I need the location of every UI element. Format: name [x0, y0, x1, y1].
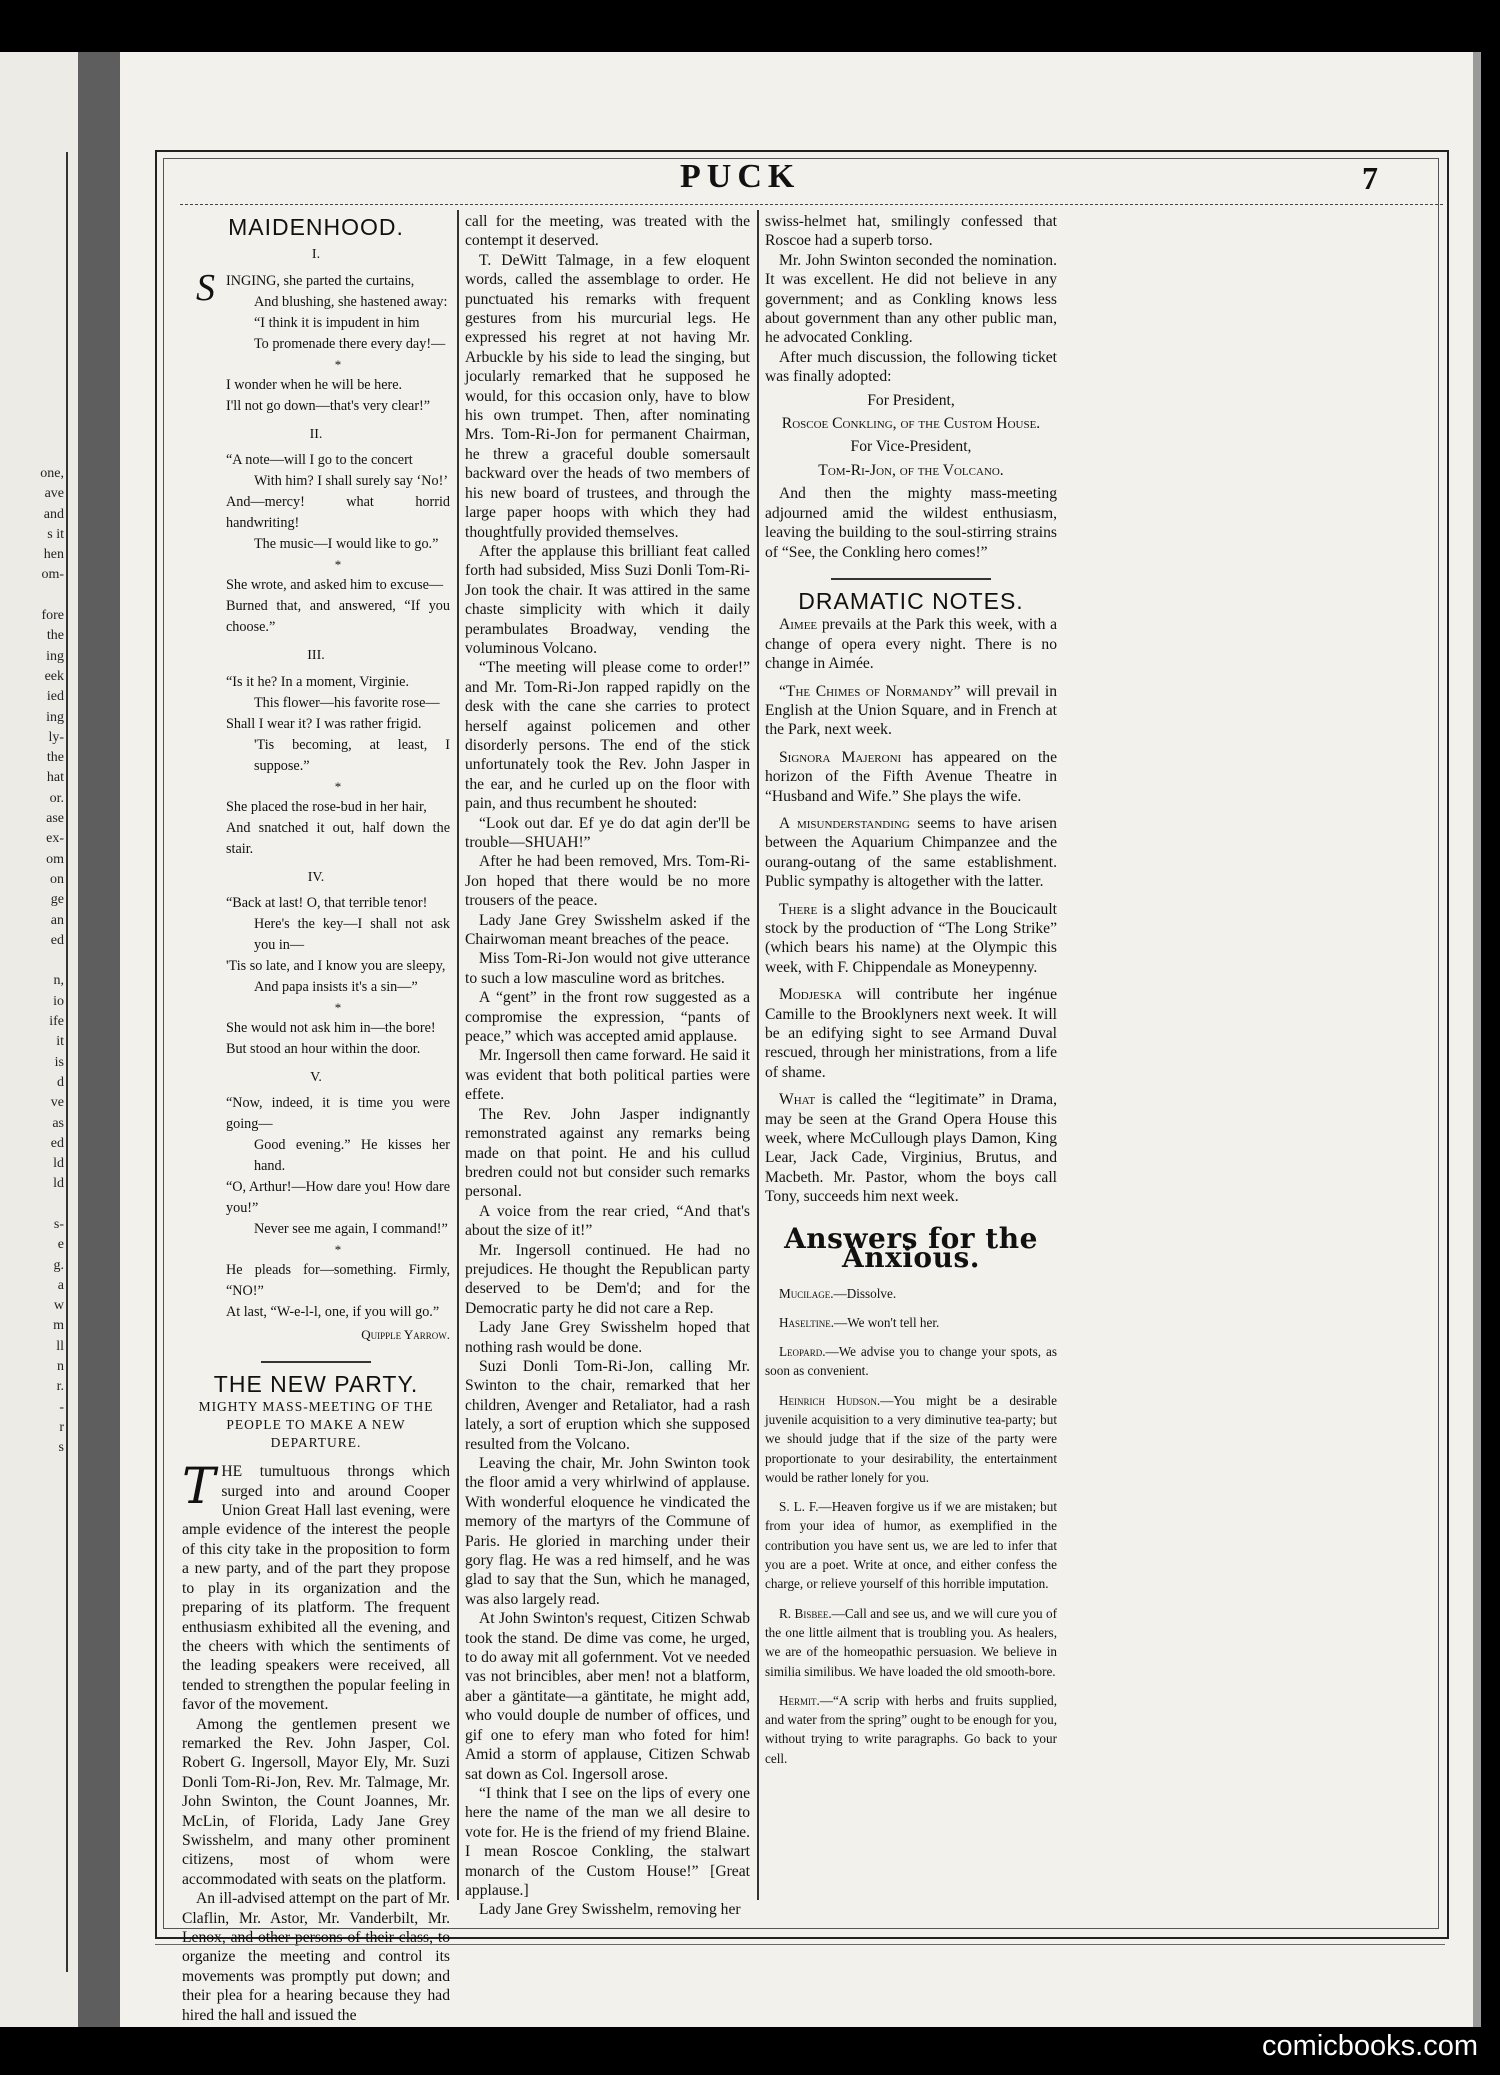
left-page-fragment: w	[53, 1298, 64, 1314]
poem-line	[226, 334, 450, 355]
poem-line-text: INGING, she parted the curtains,	[226, 272, 415, 289]
paragraph: After much discussion, the following ticket was finally adopted:	[765, 348, 1057, 386]
left-page-fragment: ll	[56, 1338, 64, 1354]
left-page-fragment: ing	[46, 709, 64, 725]
paragraph: Mr. John Swinton seconded the nomination. It was excellent. He did not believe in any government; and as Conkling knows less about government than any other public man, he advocated Conkling.	[765, 251, 1057, 347]
answers-for-the-anxious	[765, 1284, 1057, 1769]
poem-line-text: Burned that, and answered, “If you choose.”	[226, 598, 450, 636]
paragraph: “I think that I see on the lips of every one here the name of the man we all desire to vote for. He is the friend of my friend Blaine. I mean Roscoe Conkling, the stalwart monarch of the Custom House!” [Great applause.]	[465, 1784, 750, 1899]
left-page-fragment: ed	[50, 932, 64, 948]
binding-gutter	[78, 52, 120, 2027]
left-page-fragment: ife	[49, 1014, 64, 1030]
left-page-fragment: ly-	[48, 729, 64, 745]
poem-line	[226, 797, 450, 818]
answer-text: —You might be a desirable juvenile acquisition to a very diminutive tea-party; but we should judge that if the size of the party were proportionate to your desirability, the entertainment would be rather lonely for you.	[765, 1392, 1057, 1485]
newspaper-page	[120, 52, 1473, 2027]
poem-line	[226, 1177, 450, 1219]
footer-rule	[155, 1944, 1445, 1945]
note-text: will prevail in English at the Union Square, and in French at the Park, next week.	[765, 682, 1057, 739]
left-page-fragment: -	[59, 1399, 64, 1415]
new-party-subtitle: MIGHTY MASS-MEETING OF THE PEOPLE TO MAKE A NEW DEPARTURE.	[198, 1399, 434, 1451]
note-lead: Aimee	[779, 616, 818, 634]
ticket-line: Roscoe Conkling, of the Custom House.	[781, 415, 1041, 433]
new-party-title: THE NEW PARTY.	[213, 1370, 419, 1397]
left-page-fragment: r.	[56, 1379, 64, 1395]
left-page-fragment: s-	[53, 1216, 64, 1232]
new-party-column-3	[765, 212, 1057, 562]
answer-item	[765, 1342, 1057, 1381]
stanza-number: V.	[310, 1070, 322, 1086]
right-page-edge	[1473, 52, 1481, 2027]
note-text: prevails at the Park this week, with a change of opera every night. There is no change in Aimée.	[765, 616, 1057, 673]
maidenhood-title: MAIDENHOOD.	[228, 214, 404, 240]
asterisk-separator: *	[334, 1242, 342, 1258]
drop-cap: S	[196, 266, 215, 309]
poem-line	[226, 450, 450, 471]
poem-line	[226, 893, 450, 914]
poem-line	[226, 292, 450, 313]
poem-line-text: “Back at last! O, that terrible tenor!	[226, 895, 428, 912]
note-lead: Signora Majeroni	[779, 748, 902, 766]
stanza-number: III.	[307, 648, 325, 664]
poem-line	[226, 1219, 450, 1240]
poem-line	[226, 1018, 450, 1039]
answer-text: —“A scrip with herbs and fruits supplied, and water from the spring” ought to be enough for you, without trying to write paragraphs. Go back to your cell.	[765, 1692, 1057, 1766]
poem-line	[226, 492, 450, 534]
left-page-border	[66, 152, 78, 1972]
left-page-fragment: ge	[50, 892, 64, 908]
poem-line	[226, 1302, 450, 1323]
dramatic-note	[765, 748, 1057, 806]
poem-line	[226, 1093, 450, 1135]
paragraph: T. DeWitt Talmage, in a few eloquent words, called the assemblage to order. He punctuated his remarks with frequent gestures from his murcurial legs. He expressed his regret at not having Mr. Arbuckle by his side to lead the singing, but jocularly remarked that he supposed he would, for this occasion only, have to blow his own trumpet. Then, after nominating Mrs. Tom-Ri-Jon for permanent Chairman, he threw a graceful double somersault backward over the heads of two members of his new board of trustees, and through the large paper hoops with which they had thoughtfully provided themselves.	[465, 251, 750, 541]
answer-item	[765, 1391, 1057, 1487]
poem-line	[226, 714, 450, 735]
poem-line-text: She wrote, and asked him to excuse—	[226, 577, 444, 594]
answer-item	[765, 1284, 1057, 1303]
left-page-fragment: the	[46, 628, 64, 644]
poem-line-text: And snatched it out, half down the stair.	[226, 819, 450, 857]
left-page-fragment: one,	[40, 466, 64, 481]
paragraph: And then the mighty mass-meeting adjourned amid the wildest enthusiasm, leaving the building to the soul-stirring strains of “See, the Conkling hero comes!”	[765, 485, 1057, 561]
paragraph: call for the meeting, was treated with the contempt it deserved.	[465, 213, 750, 250]
poem-line-text: And papa insists it's a sin—”	[254, 979, 418, 996]
left-page-fragment: ied	[46, 689, 64, 705]
poem-line-text: And blushing, she hastened away:	[254, 293, 448, 310]
note-lead: Modjeska	[779, 986, 842, 1004]
header-rule	[180, 204, 1443, 205]
stanza	[196, 266, 450, 417]
poem-line	[226, 735, 450, 777]
poem-line-text: “Is it he? In a moment, Virginie.	[226, 673, 410, 690]
paragraph: Lady Jane Grey Swisshelm, removing her	[479, 1901, 741, 1919]
left-page-fragment: ase	[46, 811, 64, 827]
paragraph: swiss-helmet hat, smilingly confessed that Roscoe had a superb torso.	[765, 213, 1057, 250]
stanza-number: IV.	[307, 869, 325, 885]
left-page-fragment: it	[56, 1034, 64, 1050]
paragraph-text: Among the gentlemen present we remarked the Rev. John Jasper, Col. Robert G. Ingersoll, Mayor Ely, Mr. Suzi Donli Tom-Ri-Jon, Rev. Mr. Talmage, Mr. John Swinton, the Count Joannes, Mr. McLin, of Florida, Lady Jane Grey Swisshelm, and many other prominent citizens, most of whom were accommodated with seats on the platform.	[182, 1715, 450, 1888]
dramatic-notes	[765, 615, 1057, 1206]
poem-line-text: At last, “W-e-l-l, one, if you will go.”	[226, 1304, 440, 1321]
left-page-edge	[0, 52, 78, 2027]
answer-item	[765, 1313, 1057, 1332]
section-divider	[831, 578, 991, 580]
left-page-fragment: hat	[46, 770, 64, 786]
dramatic-note	[765, 1090, 1057, 1206]
note-lead: A misunderstanding	[779, 814, 910, 832]
drop-cap: T	[182, 1457, 216, 1516]
left-page-fragment: fore	[41, 608, 64, 624]
note-text: is a slight advance in the Boucicault stock by the production of “The Long Strike” (which bears his name) at the Olympic this week, with F. Chippendale as Moneypenny.	[765, 900, 1057, 976]
paragraph: The Rev. John Jasper indignantly remonstrated against any remarks being made on that point. He and his cullud bredren could not but consider such remarks personal.	[465, 1105, 750, 1201]
left-page-fragment: ave	[44, 486, 64, 502]
paragraph: After he had been removed, Mrs. Tom-Ri-Jon hoped that there would be no more trousers of the peace.	[465, 853, 750, 910]
left-page-fragment: an	[50, 912, 64, 928]
stanza-number: I.	[311, 247, 321, 263]
poem-line	[226, 693, 450, 714]
poem-line-text: The music—I would like to go.”	[254, 536, 439, 553]
poem-line	[226, 1039, 450, 1060]
dramatic-note	[765, 814, 1057, 892]
left-page-fragment: m	[53, 1318, 64, 1334]
paragraph	[182, 1457, 450, 1714]
answer-text: —We advise you to change your spots, as soon as convenient.	[765, 1344, 1057, 1379]
poem-line-text: To promenade there every day!—	[254, 335, 446, 352]
poem-line-text: Good evening.” He kisses her hand.	[254, 1137, 450, 1175]
column-1	[182, 212, 450, 2025]
column-3	[765, 212, 1057, 1778]
paragraph: “The meeting will please come to order!” and Mr. Tom-Ri-Jon rapped rapidly on the desk with the cane she carries to protect herself against policemen and other disorderly persons. The end of the stick unfortunately took the Rev. John Jasper in the ear, and he curled up on the floor with pain, and thus recumbent he shouted:	[465, 659, 750, 813]
left-page-fragment: e	[57, 1237, 64, 1253]
asterisk-separator: *	[334, 356, 342, 372]
paragraph: Lady Jane Grey Swisshelm asked if the Chairwoman meant breaches of the peace.	[465, 911, 750, 949]
left-page-fragment: ex-	[46, 831, 64, 847]
paragraph: “Look out dar. Ef ye do dat agin der'll be trouble—SHUAH!”	[465, 814, 750, 851]
answer-text: —Heaven forgive us if we are mistaken; but from your idea of humor, as exemplified in the contribution you have sent us, we are led to infer that you are a poet. Write at once, and either confess the charge, or relieve yourself of this horrible imputation.	[765, 1499, 1058, 1592]
dramatic-note	[765, 615, 1057, 673]
poem-line-text: And—mercy! what horrid handwriting!	[226, 494, 450, 532]
stanza-number: II.	[309, 426, 323, 442]
answer-lead: R. Bisbee.	[779, 1605, 832, 1621]
left-page-fragment: ed	[50, 1135, 64, 1151]
stanza	[226, 1093, 450, 1323]
left-page-fragment: d	[57, 1074, 64, 1090]
maidenhood-poem	[182, 245, 450, 1323]
paragraph	[182, 1715, 450, 1890]
poem-line-text: 'Tis becoming, at least, I suppose.”	[254, 736, 450, 774]
section-divider	[261, 1361, 371, 1363]
answer-text: —We won't tell her.	[834, 1314, 940, 1330]
left-page-fragment	[40, 951, 64, 971]
column-rule-1	[457, 210, 459, 1900]
dramatic-note	[765, 682, 1057, 740]
left-page-fragment	[40, 586, 64, 606]
left-page-fragment: eek	[44, 668, 64, 684]
poem-line-text: “Now, indeed, it is time you were going—	[226, 1095, 450, 1133]
left-page-fragment: n	[57, 1359, 64, 1375]
poem-line-text: Shall I wear it? I was rather frigid.	[226, 715, 422, 732]
left-page-fragment: ld	[53, 1156, 64, 1172]
new-party-column-2	[465, 212, 750, 1920]
paragraph: A voice from the rear cried, “And that's about the size of it!”	[465, 1202, 750, 1240]
answer-item	[765, 1691, 1057, 1768]
column-rule-2	[757, 210, 759, 1900]
left-page-fragment: s	[58, 1440, 64, 1456]
answer-item	[765, 1604, 1057, 1681]
ticket-line: For Vice-President,	[850, 438, 972, 456]
left-page-fragment: and	[43, 506, 64, 522]
poem-line-text: He pleads for—something. Firmly, “NO!”	[226, 1262, 450, 1300]
left-page-fragment: the	[46, 750, 64, 766]
paragraph	[182, 1889, 450, 2025]
left-page-fragment: s it	[47, 526, 64, 542]
answer-lead: S. L. F.	[779, 1499, 819, 1515]
answer-lead: Mucilage.	[779, 1285, 834, 1301]
paragraph: A “gent” in the front row suggested as a compromise the expression, “pants of peace,” which was accepted amid applause.	[465, 989, 750, 1046]
masthead: PUCK	[680, 158, 801, 195]
left-page-fragment: or.	[49, 790, 64, 806]
note-lead: What	[779, 1091, 816, 1109]
answer-item	[765, 1497, 1057, 1593]
poem-line	[226, 375, 450, 396]
left-page-fragment: n,	[53, 973, 64, 989]
poem-signature: Quipple Yarrow.	[361, 1327, 450, 1343]
answer-lead: Heinrich Hudson.	[779, 1392, 881, 1408]
left-page-fragment: om	[46, 851, 64, 867]
poem-line	[226, 1260, 450, 1302]
asterisk-separator: *	[334, 1000, 342, 1016]
left-page-fragment: ld	[53, 1176, 64, 1192]
left-page-fragment: ing	[46, 648, 64, 664]
note-text: seems to have arisen between the Aquarium Chimpanzee and the ourang-outang of the same establishment. Public sympathy is altogether with the latter.	[765, 814, 1057, 891]
poem-line	[226, 1135, 450, 1177]
poem-line	[226, 956, 450, 977]
paragraph-text: HE tumultuous throngs which surged into and around Cooper Union Great Hall last evening, were ample evidence of the interest the people of this city take in the proposition to form a new party, and of the part they propose to play in its organization and the preparing of its platform. The frequent enthusiasm exhibited all the evening, and the cheers with which the sentiments of the leading speakers were received, all tended to strengthen the popular feeling in favor of the movement.	[182, 1463, 450, 1714]
poem-line-text: She would not ask him in—the bore!	[226, 1020, 436, 1037]
watermark: comicbooks.com	[1262, 2030, 1478, 2062]
left-page-fragment: is	[54, 1054, 64, 1070]
poem-line	[226, 313, 450, 334]
poem-line	[226, 596, 450, 638]
note-lead: There	[779, 900, 818, 918]
note-text: is called the “legitimate” in Drama, may be seen at the Grand Opera House this week, where McCullough plays Damon, King Lear, Jack Cade, Virginius, Brutus, and Macbeth. Mr. Pastor, whom the boys call Tony, succeeds him next week.	[765, 1091, 1057, 1206]
stanza	[226, 450, 450, 638]
asterisk-separator: *	[334, 557, 342, 573]
paragraph: Suzi Donli Tom-Ri-Jon, calling Mr. Swinton to the chair, remarked that her children, Avenger and Retaliator, had a rash lately, a sort of eruption which she supposed resulted from the Volcano.	[465, 1357, 750, 1453]
left-page-text-fragments	[40, 464, 64, 1459]
page-number: 7	[1362, 160, 1378, 196]
poem-line-text: Never see me again, I command!”	[254, 1221, 448, 1238]
paragraph: Miss Tom-Ri-Jon would not give utterance to such a low masculine word as britches.	[465, 950, 750, 987]
paragraph-text: An ill-advised attempt on the part of Mr. Claflin, Mr. Astor, Mr. Vanderbilt, Mr. Lenox, and other persons of their class, to organize the meeting and control its movements was promptly put down; and their plea for a hearing because they had hired the hall and issued the	[182, 1890, 450, 2024]
poem-line-text: “I think it is impudent in him	[254, 314, 420, 331]
poem-line-text: I wonder when he will be here.	[226, 376, 403, 393]
left-page-fragment: hen	[43, 547, 64, 563]
left-page-fragment: g.	[53, 1257, 64, 1273]
poem-line-text: With him? I shall surely say ‘No!’	[254, 473, 449, 490]
left-page-fragment: ve	[50, 1095, 64, 1111]
column-2	[465, 212, 750, 1920]
paragraph: Mr. Ingersoll continued. He had no prejudices. He thought the Republican party deserved to be Dem'd; and for the Democratic party he did not care a Rep.	[465, 1241, 750, 1317]
new-party-column-1	[182, 1457, 450, 2025]
answers-title: Answers for the Anxious.	[784, 1221, 1038, 1275]
poem-line	[226, 818, 450, 860]
paragraph: Mr. Ingersoll then came forward. He said it was evident that both political parties were effete.	[465, 1047, 750, 1104]
left-page-fragment: a	[57, 1277, 64, 1293]
poem-line-text: Here's the key—I shall not ask you in—	[254, 916, 450, 954]
paragraph: At John Swinton's request, Citizen Schwab took the stand. De dime vas come, he urged, to do away mit all gofernment. Vot ve needed vas not brincibles, aber men! not a blatform, aber a gäntitate—a gäntitate, he might add, who vould douple de number of offices, und gif one to efery man who foted for him! Amid a storm of applause, Citizen Schwab sat down as Col. Ingersoll arose.	[465, 1610, 750, 1783]
poem-line-text: She placed the rose-bud in her hair,	[226, 798, 427, 815]
note-lead: “The Chimes of Normandy”	[779, 682, 961, 700]
left-page-fragment: as	[52, 1115, 64, 1131]
poem-line	[226, 396, 450, 417]
left-page-fragment: io	[53, 993, 64, 1009]
poem-line	[226, 977, 450, 998]
answer-lead: Leopard.	[779, 1344, 826, 1360]
poem-line	[226, 914, 450, 956]
answer-text: —Dissolve.	[833, 1285, 897, 1301]
poem-line	[226, 534, 450, 555]
paragraph: Lady Jane Grey Swisshelm hoped that nothing rash would be done.	[465, 1319, 750, 1356]
asterisk-separator: *	[334, 778, 342, 794]
poem-line-text: “A note—will I go to the concert	[226, 452, 413, 469]
note-text: has appeared on the horizon of the Fifth Avenue Theatre in “Husband and Wife.” She plays the wife.	[765, 748, 1058, 805]
answer-text: —Call and see us, and we will cure you of the one little ailment that is troubling you. As healers, we are of the homeopathic persuasion. We believe in similia similibus. We have loaded the old smooth-bore.	[765, 1605, 1057, 1679]
ticket-line: For President,	[867, 391, 955, 409]
poem-line	[226, 575, 450, 596]
paragraph: Leaving the chair, Mr. John Swinton took the floor amid a very whirlwind of applause. With wonderful eloquence he vindicated the memory of the martyrs of the Commune of Paris. He gloried in marching under their gory flag. He was a red himself, and he was glad to say that the Sun, which he managed, was also largely read.	[465, 1455, 750, 1608]
paragraph: After the applause this brilliant feat called forth had subsided, Miss Suzi Donli Tom-Ri-Jon took the chair. It was attired in the same chaste simplicity with which it daily perambulates Broadway, vending the voluminous Volcano.	[465, 542, 750, 657]
left-page-fragment: om-	[41, 567, 64, 583]
dramatic-notes-title: DRAMATIC NOTES.	[798, 587, 1024, 614]
poem-line-text: This flower—his favorite rose—	[254, 694, 440, 711]
stanza	[226, 893, 450, 1060]
left-page-fragment: r	[59, 1419, 64, 1435]
left-page-fragment: on	[50, 871, 64, 887]
answer-lead: Haseltine.	[779, 1314, 834, 1330]
left-page-fragment	[40, 1195, 64, 1215]
stanza	[226, 672, 450, 860]
poem-line	[226, 471, 450, 492]
answer-lead: Hermit.	[779, 1692, 820, 1708]
poem-line-text: I'll not go down—that's very clear!”	[226, 397, 431, 414]
poem-line-text: But stood an hour within the door.	[226, 1041, 421, 1058]
dramatic-note	[765, 985, 1057, 1082]
poem-line	[226, 672, 450, 693]
poem-line-text: 'Tis so late, and I know you are sleepy,	[226, 958, 446, 975]
ticket-line: Tom-Ri-Jon, of the Volcano.	[818, 461, 1004, 479]
poem-line-text: “O, Arthur!—How dare you! How dare you!”	[226, 1179, 450, 1217]
dramatic-note	[765, 900, 1057, 978]
note-text: will contribute her ingénue Camille to the Brooklyners next week. It will be an edifying sight to see Armand Duval rescued, through her ministrations, from a life of shame.	[765, 986, 1057, 1081]
